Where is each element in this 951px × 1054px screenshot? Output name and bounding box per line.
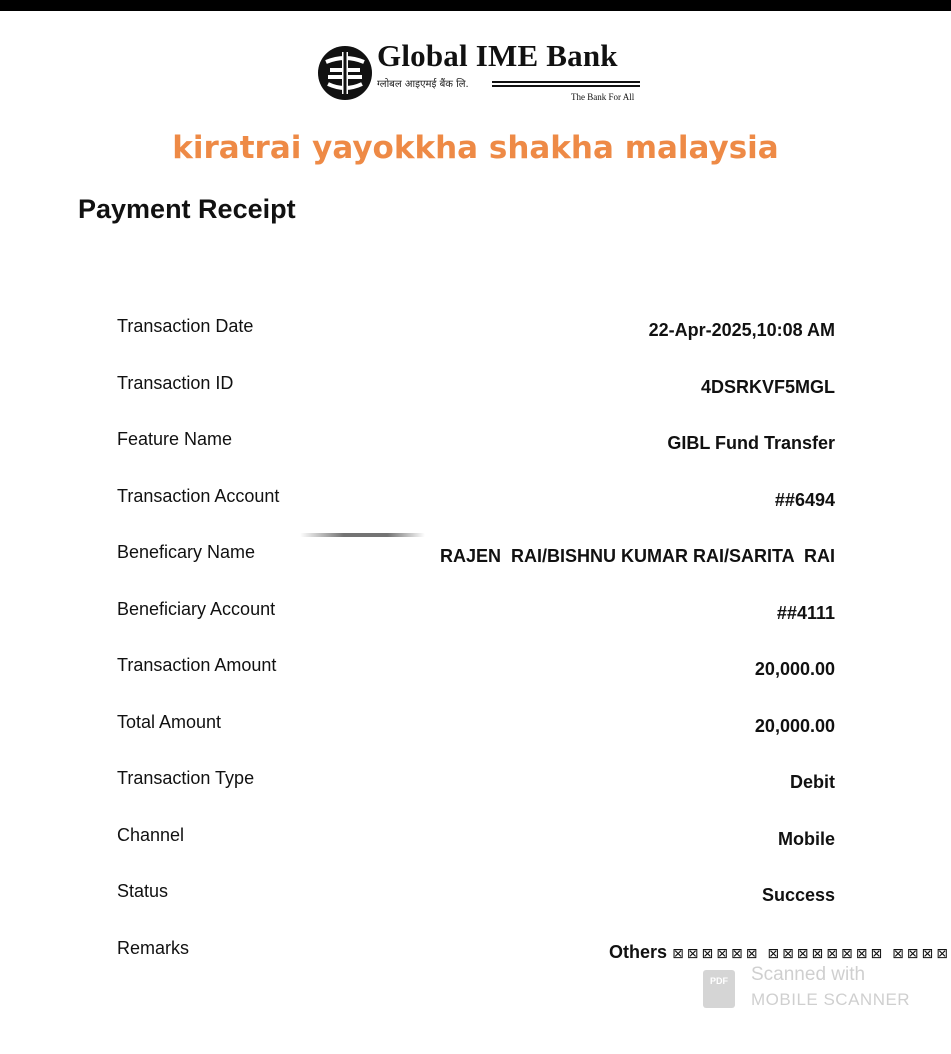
row-label: Transaction Date xyxy=(117,316,254,336)
row-label: Transaction Amount xyxy=(117,655,277,675)
row-value: 20,000.00 xyxy=(754,659,835,679)
logo-rule xyxy=(492,85,640,87)
row-label: Total Amount xyxy=(117,712,222,732)
row-label: Beneficiary Account xyxy=(117,599,276,619)
pdf-file-icon: PDF xyxy=(703,970,735,1008)
branch-subtitle: kiratrai yayokkha shakha malaysia xyxy=(172,130,779,166)
row-label: Remarks xyxy=(117,938,190,958)
receipt-row-transaction-date xyxy=(117,316,835,346)
receipt-row-transaction-id xyxy=(117,373,835,403)
row-value: Success xyxy=(761,885,835,905)
receipt-row-transaction-type xyxy=(117,768,835,798)
receipt-row-feature-name xyxy=(117,429,835,459)
watermark-line1: Scanned with xyxy=(751,964,866,985)
page-title: Payment Receipt xyxy=(78,194,296,224)
row-label: Transaction Account xyxy=(117,486,280,506)
row-value: RAJEN RAI/BISHNU KUMAR RAI/SARITA RAI xyxy=(439,546,835,566)
bank-name-nepali: ग्लोबल आइएमई बैंक लि. xyxy=(377,79,469,90)
receipt-row-beneficiary-account xyxy=(117,599,835,629)
bank-logo xyxy=(316,38,646,104)
row-label: Status xyxy=(117,881,169,901)
receipt-row-transaction-amount xyxy=(117,655,835,685)
row-value: ##4111 xyxy=(776,603,835,623)
remarks-missing-glyphs: ⊠⊠⊠⊠⊠⊠ ⊠⊠⊠⊠⊠⊠⊠⊠ ⊠⊠⊠⊠ xyxy=(672,945,951,961)
bank-name: Global IME Bank xyxy=(377,38,618,73)
row-value: 4DSRKVF5MGL xyxy=(700,377,835,397)
row-value: 22-Apr-2025,10:08 AM xyxy=(648,320,835,340)
row-value: GIBL Fund Transfer xyxy=(667,433,835,453)
globe-emblem-icon xyxy=(316,44,374,102)
receipt-row-channel xyxy=(117,825,835,855)
row-label: Channel xyxy=(117,825,185,845)
scanner-watermark xyxy=(703,962,933,1012)
row-value: Debit xyxy=(790,772,835,792)
scan-smear xyxy=(300,533,425,537)
row-value: ##6494 xyxy=(774,490,835,510)
row-label: Feature Name xyxy=(117,429,233,449)
logo-rule xyxy=(492,81,640,83)
watermark-line2: MOBILE SCANNER xyxy=(751,990,911,1009)
receipt-row-beneficiary-name xyxy=(117,542,835,572)
row-label: Transaction Type xyxy=(117,768,255,788)
receipt-row-status xyxy=(117,881,835,911)
row-value: Mobile xyxy=(778,829,835,849)
row-label: Beneficary Name xyxy=(117,542,256,562)
receipt-row-transaction-account xyxy=(117,486,835,516)
row-value: 20,000.00 xyxy=(754,716,835,736)
top-border xyxy=(0,0,951,11)
receipt-row-total-amount xyxy=(117,712,835,742)
row-value xyxy=(609,942,951,963)
remarks-text: Others xyxy=(609,942,668,962)
bank-tagline: The Bank For All xyxy=(571,92,635,102)
row-label: Transaction ID xyxy=(117,373,234,393)
